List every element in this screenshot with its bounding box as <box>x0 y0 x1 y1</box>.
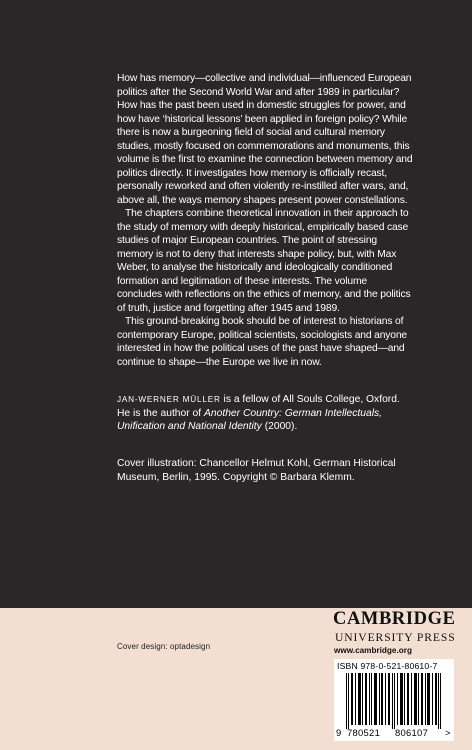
barcode-group-2: 806107 <box>395 727 429 738</box>
author-name: JAN-WERNER MÜLLER <box>117 395 221 404</box>
isbn-number: ISBN 978-0-521-80610-7 <box>337 661 438 671</box>
author-bio <box>117 393 413 434</box>
blurb-text <box>117 72 413 369</box>
barcode-panel <box>334 659 454 741</box>
publisher-logo-subtitle: UNIVERSITY PRESS <box>335 631 456 644</box>
blurb-paragraph-3: This ground-breaking book should be of interest to historians of contemporary Europe, political scientists, sociologists and anyone interested in how the political uses of the past have shaped—and continue to shape—the Europe we live in now. <box>117 316 408 368</box>
blurb-paragraph-1: How has memory—collective and individual—influenced European politics after the Second World War and after 1989 in particular? How has the past been used in domestic struggles for power, and how have ‘historical lessons’ been applied in foreign policy? While there is now a burgeoning field of social and cultural memory studies, mostly focused on commemorations and monuments, this volume is the first to examine the connection between memory and politics directly. It investigates how memory is officially recast, personally reworked and often violently re-instilled after wars, and, above all, the ways memory shapes present power constellations. <box>117 73 413 206</box>
author-bio-text-1: is a fellow of All Souls College, Oxford. He is the author of <box>117 394 400 419</box>
cover-design-credit: Cover design: optadesign <box>117 642 211 651</box>
author-bio-text-2: (2000). <box>261 421 298 432</box>
blurb-paragraph-2: The chapters combine theoretical innovation in their approach to the study of memory with deeply historical, empirically based case studies of major European countries. The point of stressing memory is not to deny that interests shape policy, but, with Max Weber, to analyse the historically and ideologically conditioned formation and legitimation of these interests. The volume concludes with reflections on the ethics of memory, and the politics of truth, justice and forgetting after 1945 and 1989. <box>117 208 411 314</box>
publisher-logo-name: CAMBRIDGE <box>333 609 456 629</box>
barcode-arrow: > <box>445 727 451 738</box>
publisher-website: www.cambridge.org <box>334 646 412 655</box>
barcode-lead-digit: 9 <box>336 727 342 738</box>
barcode-group-1: 780521 <box>347 727 381 738</box>
author-book-title: Another Country: German Intellectuals, Unification and National Identity <box>117 407 383 432</box>
barcode-icon <box>338 673 450 729</box>
cover-illustration-credit: Cover illustration: Chancellor Helmut Kohl, German Historical Museum, Berlin, 1995. Copyright © Barbara Klemm. <box>117 458 396 483</box>
